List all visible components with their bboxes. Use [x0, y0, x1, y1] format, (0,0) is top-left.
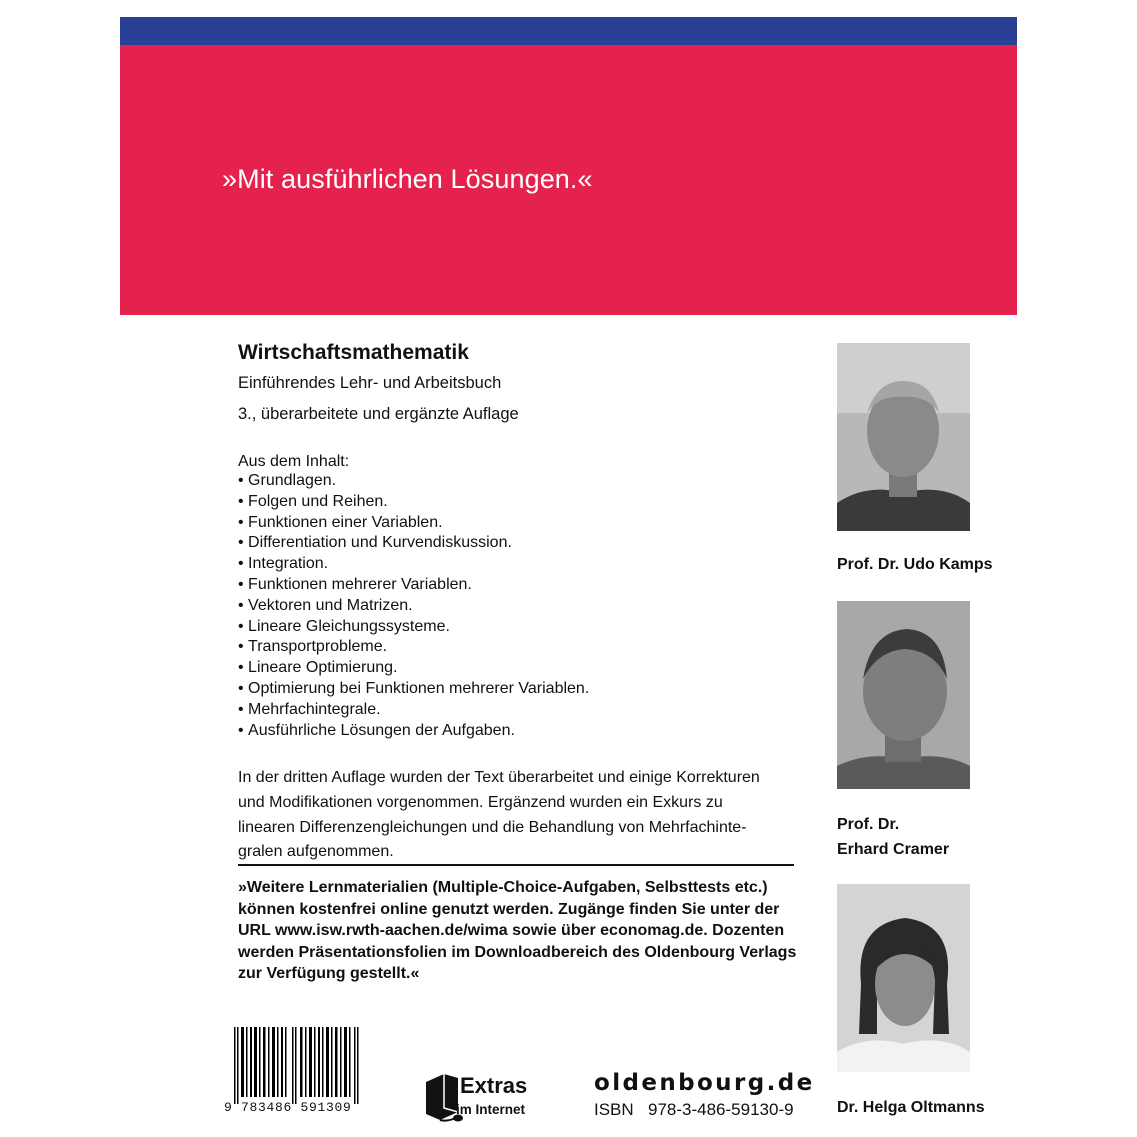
- list-item: • Folgen und Reihen.: [238, 492, 589, 513]
- author-name-cramer: [837, 813, 949, 862]
- extras-quote-line: »Weitere Lernmaterialien (Multiple-Choice-Aufgaben, Selbsttests etc.): [238, 879, 768, 896]
- author-name-line: Prof. Dr. Udo Kamps: [837, 556, 993, 573]
- list-item: • Optimierung bei Funktionen mehrerer Variablen.: [238, 679, 589, 700]
- barcode-bars: [232, 1027, 362, 1104]
- contents-heading: Aus dem Inhalt:: [238, 453, 350, 470]
- author-photo-oltmanns: [837, 884, 970, 1072]
- extras-subtitle: im Internet: [456, 1102, 526, 1117]
- description-line: In der dritten Auflage wurden der Text überarbeitet und einige Korrekturen: [238, 769, 760, 786]
- description-line: und Modifikationen vorgenommen. Ergänzend wurden ein Exkurs zu: [238, 793, 723, 811]
- list-item: • Vektoren und Matrizen.: [238, 596, 589, 617]
- list-item: • Differentiation und Kurvendiskussion.: [238, 533, 589, 554]
- list-item: • Lineare Gleichungssysteme.: [238, 617, 589, 638]
- header-quote: »Mit ausführlichen Lösungen.«: [222, 164, 593, 194]
- top-blue-bar: [120, 17, 1017, 45]
- author-name-line: Dr. Helga Oltmanns: [837, 1099, 985, 1116]
- list-item: • Transportprobleme.: [238, 637, 589, 658]
- book-title: Wirtschaftsmathematik: [238, 341, 469, 364]
- isbn-label: ISBN: [594, 1100, 634, 1119]
- description-line: gralen aufgenommen.: [238, 843, 394, 861]
- barcode-digits: 9 783486 591309: [224, 1100, 352, 1115]
- publisher-website: oldenbourg.de: [594, 1070, 815, 1096]
- description-line: linearen Differenzengleichungen und die Behandlung von Mehrfachinte-: [238, 818, 747, 836]
- list-item: • Funktionen mehrerer Variablen.: [238, 575, 589, 596]
- author-name-line: Prof. Dr.: [837, 816, 900, 833]
- extras-quote-line: können kostenfrei online genutzt werden. Zugänge finden Sie unter der: [238, 900, 780, 918]
- list-item: • Lineare Optimierung.: [238, 658, 589, 679]
- extras-quote: [238, 877, 818, 985]
- author-name-kamps: [837, 553, 993, 578]
- divider: [238, 864, 794, 866]
- author-name-oltmanns: [837, 1096, 985, 1121]
- list-item: • Mehrfachintegrale.: [238, 700, 589, 721]
- list-item: • Funktionen einer Variablen.: [238, 513, 589, 534]
- book-edition: 3., überarbeitete und ergänzte Auflage: [238, 405, 519, 423]
- author-photo-cramer: [837, 601, 970, 789]
- isbn-number: 978-3-486-59130-9: [648, 1100, 794, 1119]
- barcode: [232, 1027, 362, 1104]
- extras-quote-line: URL www.isw.rwth-aachen.de/wima sowie über economag.de. Dozenten: [238, 922, 785, 939]
- extras-quote-line: werden Präsentationsfolien im Downloadbereich des Oldenbourg Verlags: [238, 943, 797, 961]
- author-photo-kamps: [837, 343, 970, 531]
- author-name-line: Erhard Cramer: [837, 840, 950, 858]
- description-paragraph: [238, 766, 818, 865]
- list-item: • Integration.: [238, 554, 589, 575]
- book-subtitle: Einführendes Lehr- und Arbeitsbuch: [238, 374, 502, 392]
- contents-list: [238, 471, 589, 741]
- list-item: • Grundlagen.: [238, 471, 589, 492]
- list-item: • Ausführliche Lösungen der Aufgaben.: [238, 721, 589, 742]
- extras-title: Extras: [460, 1073, 528, 1098]
- extras-quote-line: zur Verfügung gestellt.«: [238, 965, 420, 982]
